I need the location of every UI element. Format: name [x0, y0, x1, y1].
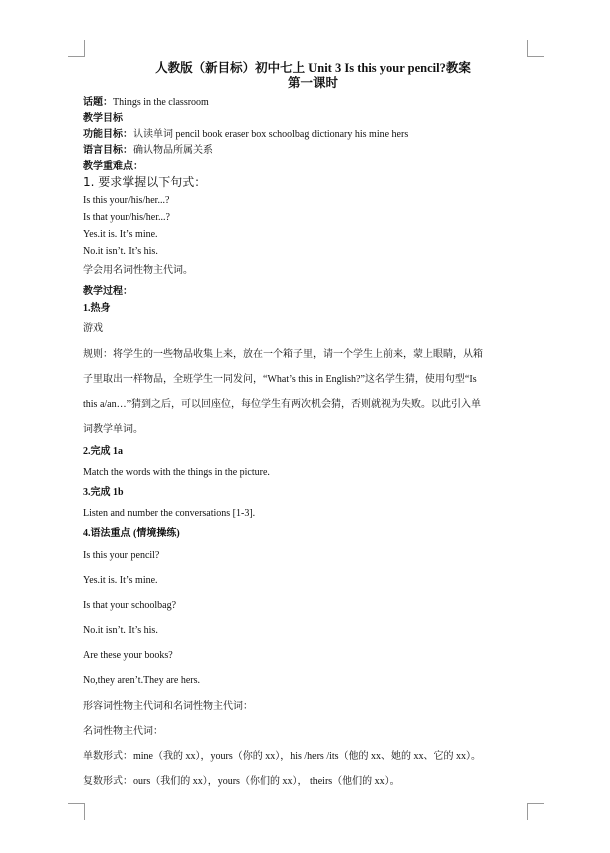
crop-mark-top-left [68, 40, 85, 57]
dialogue-line-5: Are these your books? [83, 650, 173, 661]
rules-line-2: 子里取出一样物品，全班学生一同发问，“What’s this in English?”这名学生猜，使用句型“Is [83, 374, 477, 385]
language-goal-line [83, 144, 543, 157]
grammar-line-4: 复数形式：ours（我们的 xx），yours（你们的 xx）， theirs（他们的 xx）。 [83, 776, 400, 787]
function-goal-value: 认读单词 pencil book eraser box schoolbag dictionary his mine hers [133, 129, 409, 140]
sentence-pattern-2: Is that your/his/her...? [83, 212, 170, 223]
rules-line-4: 词教学单词。 [83, 424, 143, 435]
dialogue-line-2: Yes.it is. It’s mine. [83, 575, 158, 586]
crop-mark-top-right [527, 40, 544, 57]
function-goal-line [83, 128, 543, 141]
function-goal-label: 功能目标： [83, 129, 133, 140]
pronoun-note: 学会用名词性物主代词。 [83, 265, 193, 276]
step-1-heading: 1.热身 [83, 303, 111, 314]
process-heading: 教学过程： [83, 286, 133, 297]
crop-mark-bottom-right [527, 803, 544, 820]
doc-subtitle: 第一课时 [287, 76, 338, 90]
language-goal-label: 语言目标： [83, 145, 133, 156]
topic-line [83, 96, 543, 109]
key-points-heading: 教学重难点： [83, 161, 143, 172]
dialogue-line-4: No.it isn’t. It’s his. [83, 625, 158, 636]
crop-mark-bottom-left [68, 803, 85, 820]
sentence-pattern-3: Yes.it is. It’s mine. [83, 229, 158, 240]
topic-value: Things in the classroom [113, 97, 209, 108]
sentence-pattern-1: Is this your/his/her...? [83, 195, 170, 206]
step-2-text: Match the words with the things in the picture. [83, 467, 270, 478]
doc-title: 人教版（新目标）初中七上 Unit 3 Is this your pencil?教案 [155, 61, 471, 75]
topic-label: 话题： [83, 97, 113, 108]
step-4-heading: 4.语法重点 (情境操练) [83, 528, 180, 539]
step-3-heading: 3.完成 1b [83, 487, 124, 498]
dialogue-line-3: Is that your schoolbag? [83, 600, 177, 611]
grammar-line-3: 单数形式：mine（我的 xx），yours（你的 xx），his /hers /its（他的 xx、她的 xx、它的 xx）。 [83, 751, 482, 762]
sentence-pattern-4: No.it isn’t. It’s his. [83, 246, 158, 257]
key-point-1: 1. 要求掌握以下句式： [83, 175, 207, 189]
goals-heading: 教学目标 [83, 113, 123, 124]
grammar-line-1: 形容词性物主代词和名词性物主代词： [83, 701, 253, 712]
dialogue-line-6: No,they aren’t.They are hers. [83, 675, 200, 686]
grammar-line-2: 名词性物主代词： [83, 726, 163, 737]
rules-line-1: 规则：将学生的一些物品收集上来，放在一个箱子里，请一个学生上前来，蒙上眼睛，从箱 [83, 349, 483, 360]
game-label: 游戏 [83, 323, 103, 334]
step-2-heading: 2.完成 1a [83, 446, 123, 457]
step-3-text: Listen and number the conversations [1-3]. [83, 508, 256, 519]
language-goal-value: 确认物品所属关系 [133, 145, 213, 156]
dialogue-line-1: Is this your pencil? [83, 550, 160, 561]
rules-line-3: this a/an…”猜到之后，可以回座位，每位学生有两次机会猜，否则就视为失败。以此引入单 [83, 399, 482, 410]
